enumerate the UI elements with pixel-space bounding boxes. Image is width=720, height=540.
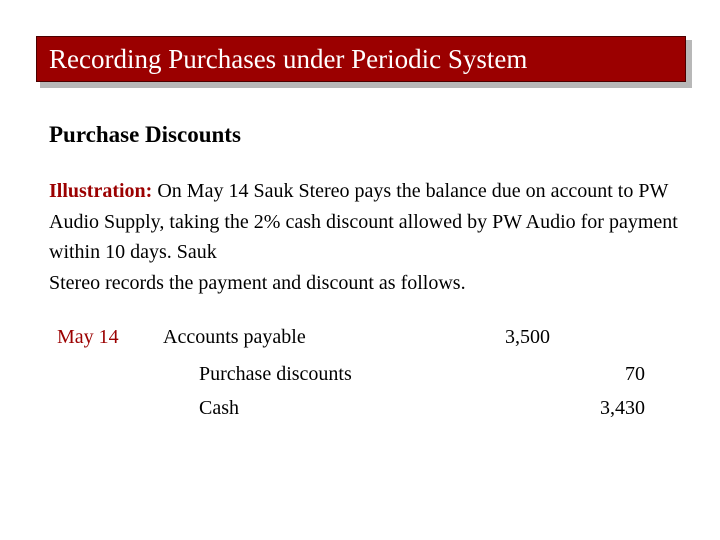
entry-account-credit: Purchase discounts <box>199 363 352 385</box>
section-heading: Purchase Discounts <box>49 122 241 147</box>
title-bar <box>36 36 686 82</box>
illustration-text: On May 14 Sauk Stereo pays the balance due on account to PW Audio Supply, taking the 2% cash discount allowed by PW Audio for payment within 10 days. Sauk <box>49 180 678 263</box>
illustration-text-continued: Stereo records the payment and discount as follows. <box>49 271 466 294</box>
entry-date: May 14 <box>57 326 119 348</box>
illustration-paragraph <box>49 176 711 298</box>
slide-title: Recording Purchases under Periodic System <box>49 44 528 74</box>
entry-account-credit: Cash <box>199 397 239 419</box>
entry-credit-amount: 70 <box>625 363 645 385</box>
entry-account-debit: Accounts payable <box>163 326 306 348</box>
entry-debit-amount: 3,500 <box>505 326 550 348</box>
entry-credit-amount: 3,430 <box>600 397 645 419</box>
illustration-label: Illustration: <box>49 180 153 202</box>
